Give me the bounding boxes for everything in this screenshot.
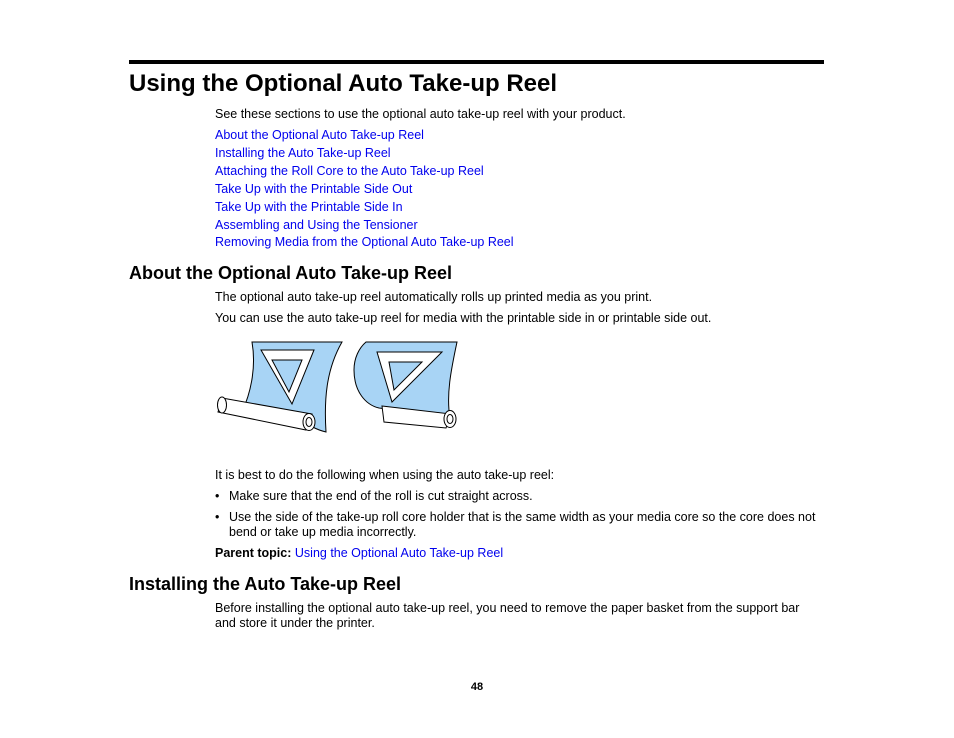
parent-topic-link[interactable]: Using the Optional Auto Take-up Reel — [294, 546, 504, 560]
intro-text: See these sections to use the optional auto take-up reel with your product. — [215, 107, 626, 121]
list-item — [215, 127, 514, 145]
heading-installing: Installing the Auto Take-up Reel — [129, 574, 402, 594]
list-item — [215, 181, 514, 199]
link-side-in[interactable]: Take Up with the Printable Side In — [215, 199, 403, 214]
list-item — [215, 199, 514, 217]
take-up-reel-illustration — [214, 340, 464, 440]
page-number: 48 — [470, 681, 484, 693]
list-item — [215, 510, 825, 540]
about-paragraph-3: It is best to do the following when using the auto take-up reel: — [215, 468, 555, 482]
title-rule — [129, 60, 824, 64]
bullet-text: Use the side of the take-up roll core holder that is the same width as your media core so the core does not bend or take up media incorrectly. — [229, 510, 816, 539]
link-removing-media[interactable]: Removing Media from the Optional Auto Take-up Reel — [215, 235, 514, 250]
list-item — [215, 234, 514, 252]
list-item — [215, 217, 514, 235]
page-title: Using the Optional Auto Take-up Reel — [129, 70, 558, 97]
link-about[interactable]: About the Optional Auto Take-up Reel — [215, 128, 424, 142]
list-item — [215, 163, 514, 181]
printable-side-in-figure — [218, 342, 343, 432]
link-attaching-roll-core[interactable]: Attaching the Roll Core to the Auto Take-up Reel — [215, 163, 484, 178]
link-installing[interactable]: Installing the Auto Take-up Reel — [215, 145, 391, 160]
bullet-icon: • — [215, 489, 220, 503]
installing-paragraph-1: Before installing the optional auto take-up reel, you need to remove the paper basket from the support bar and store it under the printer. — [215, 601, 800, 630]
about-paragraph-2: You can use the auto take-up reel for media with the printable side in or printable side out. — [215, 311, 712, 325]
bullet-text: Make sure that the end of the roll is cut straight across. — [229, 489, 533, 503]
parent-topic-label: Parent topic: — [215, 546, 292, 560]
parent-topic — [215, 546, 503, 561]
link-side-out[interactable]: Take Up with the Printable Side Out — [215, 181, 413, 196]
bullet-icon: • — [215, 510, 220, 524]
list-item — [215, 489, 825, 504]
heading-about: About the Optional Auto Take-up Reel — [129, 263, 452, 283]
list-item — [215, 145, 514, 163]
link-tensioner[interactable]: Assembling and Using the Tensioner — [215, 217, 418, 232]
printable-side-out-figure — [354, 342, 457, 428]
section-links — [215, 127, 514, 252]
about-paragraph-1: The optional auto take-up reel automatically rolls up printed media as you print. — [215, 290, 653, 304]
